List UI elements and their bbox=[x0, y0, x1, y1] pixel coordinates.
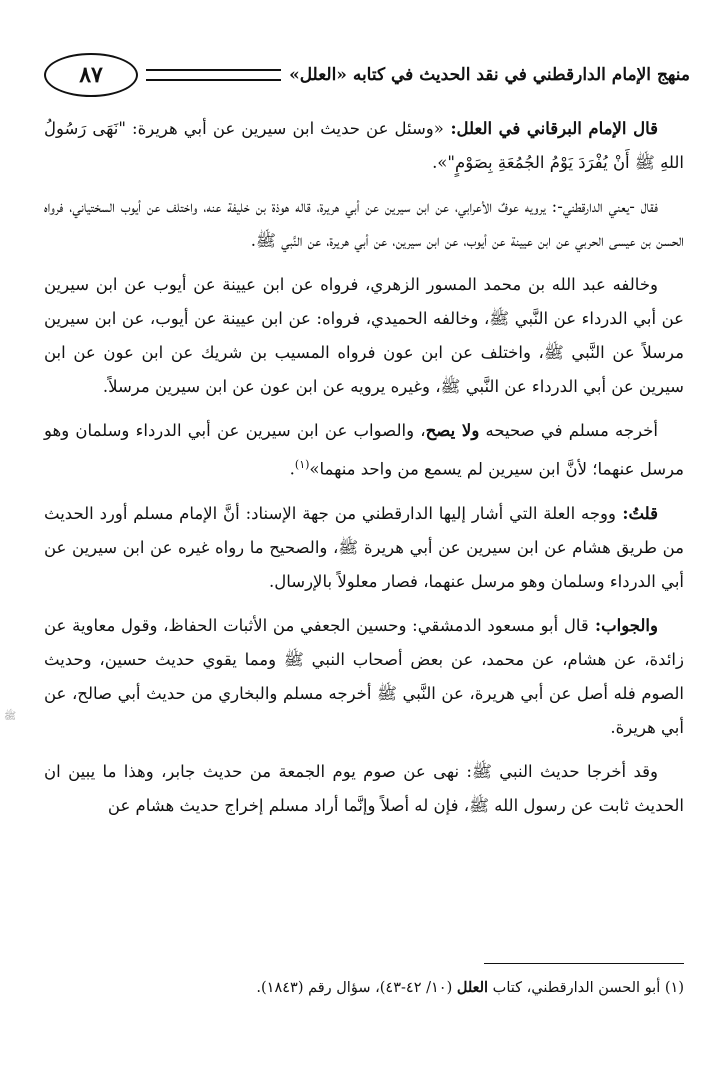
margin-mark: ﷺ bbox=[4, 711, 17, 722]
paragraph-text: «وسئل عن حديث ابن سيرين عن أبي هريرة: "نَهَى رَسُولُ اللهِ ﷺ أَنْ يُفْرَدَ يَوْمُ الجُمُعَةِ بِصَوْمٍ"». bbox=[44, 119, 684, 172]
footnote-text-cont: (١٠/ ٤٢-٤٣)، سؤال رقم (١٨٤٣). bbox=[256, 980, 457, 996]
paragraph-text: ووجه العلة التي أشار إليها الدارقطني من جهة الإسناد: أنَّ الإمام مسلم أورد الحديث من طريق هشام عن ابن سيرين عن أبي هريرة ﷺ، والصحيح ما رواه غيره عن ابن سيرين عن أبي الدرداء وسلمان وهو مرسل عنهما، فصار معلولاً بالإرسال. bbox=[44, 503, 684, 591]
footnote bbox=[44, 975, 684, 1001]
paragraph-6 bbox=[44, 609, 684, 745]
running-title: منهج الإمام الدارقطني في نقد الحديث في كتابه «العلل» bbox=[289, 65, 690, 85]
paragraph-1 bbox=[44, 112, 684, 180]
paragraph-lead: قلتُ: bbox=[616, 503, 658, 523]
main-text bbox=[44, 112, 684, 833]
page-header bbox=[44, 52, 690, 98]
paragraph-text: وخالفه عبد الله بن محمد المسور الزهري، فرواه عن ابن عيينة عن أيوب عن ابن سيرين عن أبي الدرداء عن النَّبي ﷺ، وخالفه الحميدي، فرواه: عن ابن عيينة عن أيوب، عن ابن سيرين مرسلاً عن النَّبي ﷺ، واختلف عن ابن عون فرواه المسيب بن شريك عن ابن عون عن ابن سيرين عن أبي الدرداء عن النَّبي ﷺ، وغيره يرويه عن ابن عون عن ابن سيرين مرسلاً. bbox=[44, 275, 684, 396]
paragraph-text: فقال -يعني الدارقطني-: يرويه عوفٌ الأعرابي، عن ابن سيرين عن أبي هريرة، قاله هوذة بن خليفة عنه، واختلف عن أيوب السختياني، فرواه الحسن بن عيسى الحربي عن ابن عيينة عن أيوب، عن ابن سيرين، عن أبي هريرة، عن النَّبي ﷺ. bbox=[44, 197, 684, 250]
paragraph-4: أخرجه مسلم في صحيحه ولا يصح، والصواب عن ابن سيرين عن أبي الدرداء وسلمان وهو مرسل عنهما؛ لأنَّ ابن سيرين لم يسمع من واحد منهما»$^{(١)}$. bbox=[44, 421, 684, 479]
paragraph-2 bbox=[44, 190, 684, 258]
paragraph-bold: ولا يصح bbox=[425, 421, 480, 440]
paragraph-3 bbox=[44, 268, 684, 404]
paragraph-text-cont: ، والصواب عن ابن سيرين عن أبي الدرداء وسلمان وهو مرسل عنهما؛ لأنَّ ابن سيرين لم يسمع من واحد منهما» bbox=[44, 421, 684, 479]
paragraph-lead: قال الإمام البرقاني في العلل: bbox=[443, 119, 658, 138]
paragraph-text: أخرجه مسلم في صحيحه bbox=[479, 421, 658, 440]
footnote-separator bbox=[484, 963, 684, 964]
footnote-text: (١) أبو الحسن الدارقطني، كتاب bbox=[488, 980, 684, 996]
page-number: ٨٧ bbox=[44, 53, 138, 97]
paragraph-text: وقد أخرجا حديث النبي ﷺ: نهى عن صوم يوم الجمعة من حديث جابر، وهذا ما يبين ان الحديث ثابت عن رسول الله ﷺ، فإن له أصلاً وإنَّما أراد مسلم إخراج حديث هشام عن bbox=[44, 761, 684, 815]
footnote-bold: العلل bbox=[456, 979, 489, 996]
paragraph-7 bbox=[44, 755, 684, 823]
paragraph-lead: والجواب: bbox=[588, 615, 658, 635]
paragraph-5 bbox=[44, 497, 684, 599]
header-double-rule bbox=[146, 69, 281, 81]
paragraph-text: قال أبو مسعود الدمشقي: وحسين الجعفي من الأثبات الحفاظ، وقول معاوية عن زائدة، عن هشام، عن محمد، عن بعض أصحاب النبي ﷺ ومما يقوي حديث حسين، وحديث الصوم فله أصل عن أبي هريرة، عن النَّبي ﷺ أخرجه مسلم والبخاري من حديث أبي صالح، عن أبي هريرة. bbox=[44, 615, 684, 737]
footnote-reference: (١) bbox=[294, 458, 310, 471]
